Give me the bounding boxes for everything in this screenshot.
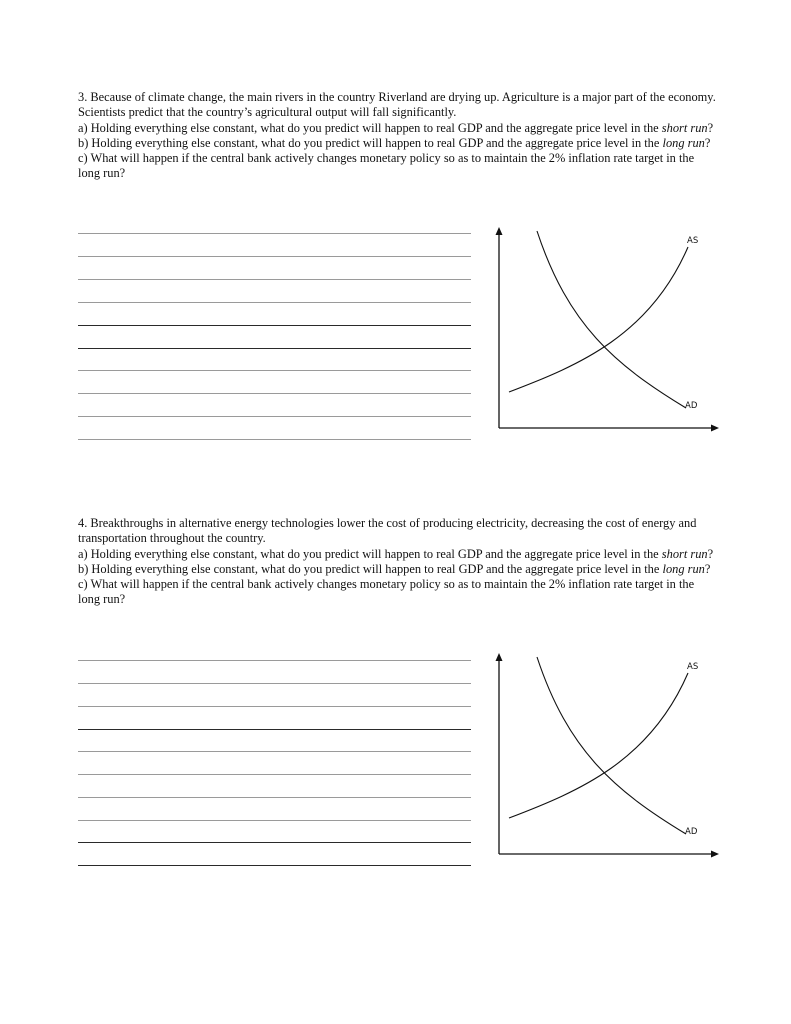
question-3-part-a-text: a) Holding everything else constant, what do you predict will happen to real GDP and the aggregate price level in the [78, 120, 659, 135]
answer-line [78, 683, 471, 684]
question-mark: ? [704, 561, 711, 576]
x-axis-arrow [711, 851, 719, 858]
x-axis-arrow [711, 425, 719, 432]
question-mark: ? [704, 135, 711, 150]
question-4-part-b [78, 562, 718, 577]
question-4-intro: 4. Breakthroughs in alternative energy technologies lower the cost of producing electricity, decreasing the cost of energy and transportation throughout the country. [78, 516, 697, 546]
as-ad-graph-3 [490, 225, 726, 440]
ad-label: AD [685, 827, 698, 837]
question-4-part-a-term: short run [661, 546, 708, 561]
ad-curve [537, 231, 686, 408]
question-3-intro: 3. Because of climate change, the main rivers in the country Riverland are drying up. Agriculture is a major part of the economy. Scientists predict that the country’s agricultural output will fall significantly. [78, 90, 716, 120]
answer-line [78, 774, 471, 775]
question-4-part-c: c) What will happen if the central bank actively changes monetary policy so as to maintain the 2% inflation rate target in the long run? [78, 577, 695, 607]
answer-line [78, 348, 471, 349]
ad-label: AD [685, 401, 698, 411]
question-4-part-a [78, 547, 718, 562]
question-3-part-b [78, 136, 718, 151]
answer-line [78, 660, 471, 661]
as-ad-graph-4 [490, 651, 726, 866]
answer-line [78, 416, 471, 417]
as-curve [509, 673, 688, 818]
question-mark: ? [707, 546, 714, 561]
question-4 [78, 516, 718, 608]
question-4-part-b-term: long run [662, 561, 705, 576]
question-3-part-a [78, 121, 718, 136]
as-label: AS [687, 662, 699, 672]
answer-line [78, 797, 471, 798]
question-mark: ? [707, 120, 714, 135]
question-3 [78, 90, 718, 182]
answer-line [78, 279, 471, 280]
answer-line [78, 865, 471, 866]
y-axis-arrow [496, 227, 503, 235]
answer-line [78, 370, 471, 371]
question-4-part-a-text: a) Holding everything else constant, what do you predict will happen to real GDP and the aggregate price level in the [78, 546, 659, 561]
question-3-part-b-text: b) Holding everything else constant, what do you predict will happen to real GDP and the aggregate price level in the [78, 135, 660, 150]
answer-line [78, 751, 471, 752]
answer-line [78, 820, 471, 821]
answer-line [78, 842, 471, 843]
answer-line [78, 706, 471, 707]
answer-line [78, 729, 471, 730]
as-label: AS [687, 236, 699, 246]
question-3-part-a-term: short run [661, 120, 708, 135]
question-3-part-b-term: long run [662, 135, 705, 150]
answer-line [78, 233, 471, 234]
answer-line [78, 393, 471, 394]
question-3-part-c: c) What will happen if the central bank actively changes monetary policy so as to maintain the 2% inflation rate target in the long run? [78, 151, 695, 181]
answer-line [78, 439, 471, 440]
y-axis-arrow [496, 653, 503, 661]
answer-line [78, 325, 471, 326]
ad-curve [537, 657, 686, 834]
as-curve [509, 247, 688, 392]
answer-line [78, 302, 471, 303]
question-4-part-b-text: b) Holding everything else constant, what do you predict will happen to real GDP and the aggregate price level in the [78, 561, 660, 576]
answer-line [78, 256, 471, 257]
